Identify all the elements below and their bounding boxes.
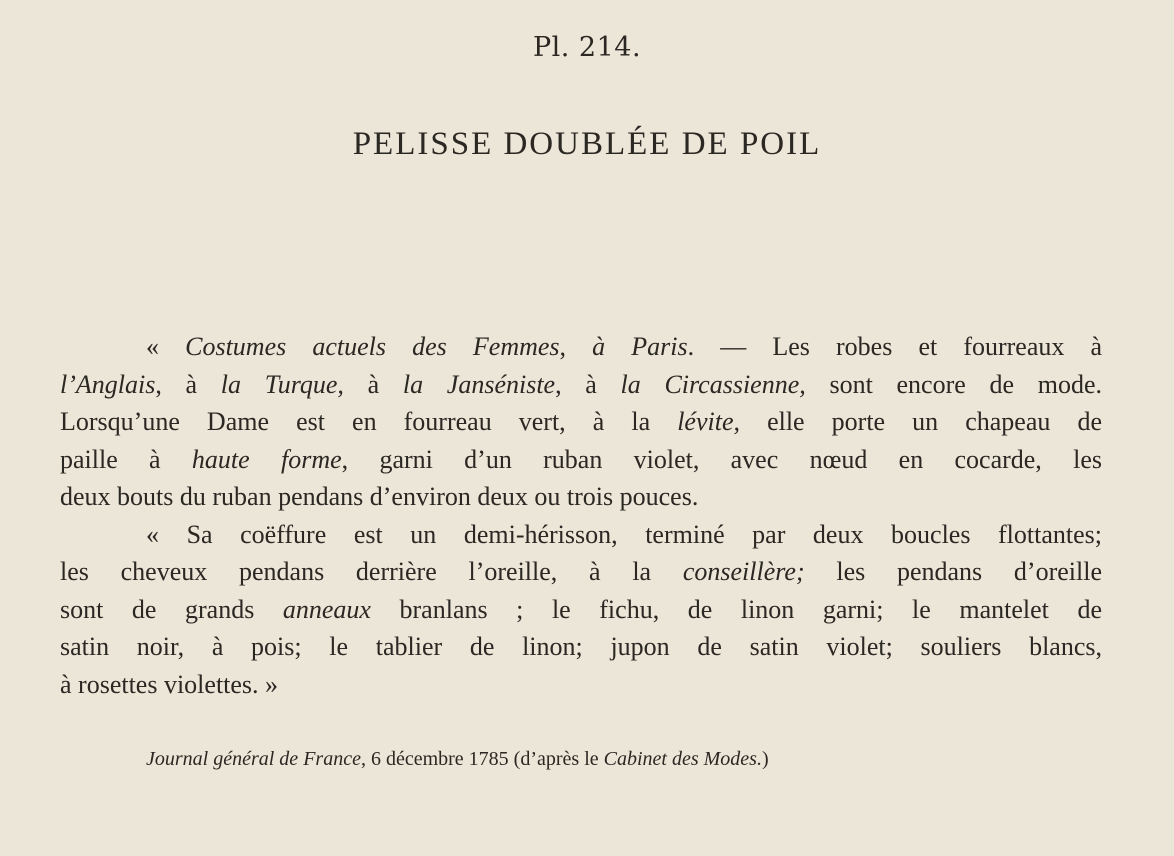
quoted-text [60, 328, 1102, 703]
text-line [60, 628, 1102, 666]
italic-text: la Circassienne, [620, 369, 806, 399]
text-line [60, 591, 1102, 629]
text-line [60, 478, 1102, 516]
text-segment: à [343, 369, 403, 399]
text-segment: « [146, 332, 186, 361]
italic-text: Costumes actuels des Femmes [185, 332, 560, 361]
text-segment: les cheveux pendans derrière l’oreille, à la [60, 557, 683, 586]
text-segment: , [559, 332, 593, 361]
italic-text: lévite, [677, 407, 740, 436]
text-segment: . — Les robes et fourreaux à [687, 332, 1103, 361]
text-line [60, 328, 1102, 366]
italic-text: la Turque, [220, 369, 344, 399]
text-segment: branlans ; le fichu, de linon garni; le mantelet de [370, 594, 1102, 624]
text-segment: paille à [60, 444, 192, 474]
italic-text: haute forme [191, 444, 342, 474]
text-segment: , garni d’un ruban violet, avec nœud en cocarde, les [341, 444, 1102, 474]
text-segment: , 6 décembre 1785 (d’après le [360, 748, 604, 770]
text-segment: les pendans d’oreille [804, 557, 1102, 586]
italic-text: l’Anglais [60, 369, 156, 399]
italic-text: anneaux [282, 594, 371, 624]
text-segment: satin noir, à pois; le tablier de linon; jupon de satin violet; souliers blancs, [60, 632, 1102, 661]
text-segment: ) [761, 748, 769, 770]
text-segment: , à [155, 369, 221, 399]
text-line [60, 441, 1102, 479]
italic-text: Cabinet des Modes. [603, 748, 762, 770]
text-segment: sont de grands [60, 594, 283, 624]
text-line [60, 366, 1102, 404]
text-line [60, 403, 1102, 441]
plate-number: Pl. 214. [532, 32, 642, 63]
text-segment: Lorsqu’une Dame est en fourreau vert, à la [60, 407, 678, 436]
text-segment: , à [555, 369, 621, 399]
italic-text: à Paris [592, 332, 688, 361]
text-segment: « Sa coëffure est un demi-hérisson, terminé par deux boucles flottantes; [146, 519, 1102, 549]
text-line [60, 553, 1102, 591]
text-segment: elle porte un chapeau de [740, 407, 1102, 436]
source-caption [146, 748, 769, 771]
page-title: PELISSE DOUBLÉE DE POIL [352, 126, 822, 162]
text-segment: deux bouts du ruban pendans d’environ deux ou trois pouces. [60, 482, 699, 511]
italic-text: Journal général de France [146, 748, 361, 770]
text-line [60, 666, 1102, 704]
text-segment: sont encore de mode. [805, 369, 1102, 399]
text-line [60, 516, 1102, 554]
italic-text: la Janséniste [402, 369, 556, 399]
italic-text: conseillère; [682, 557, 805, 586]
text-segment: à rosettes violettes. » [60, 669, 279, 699]
